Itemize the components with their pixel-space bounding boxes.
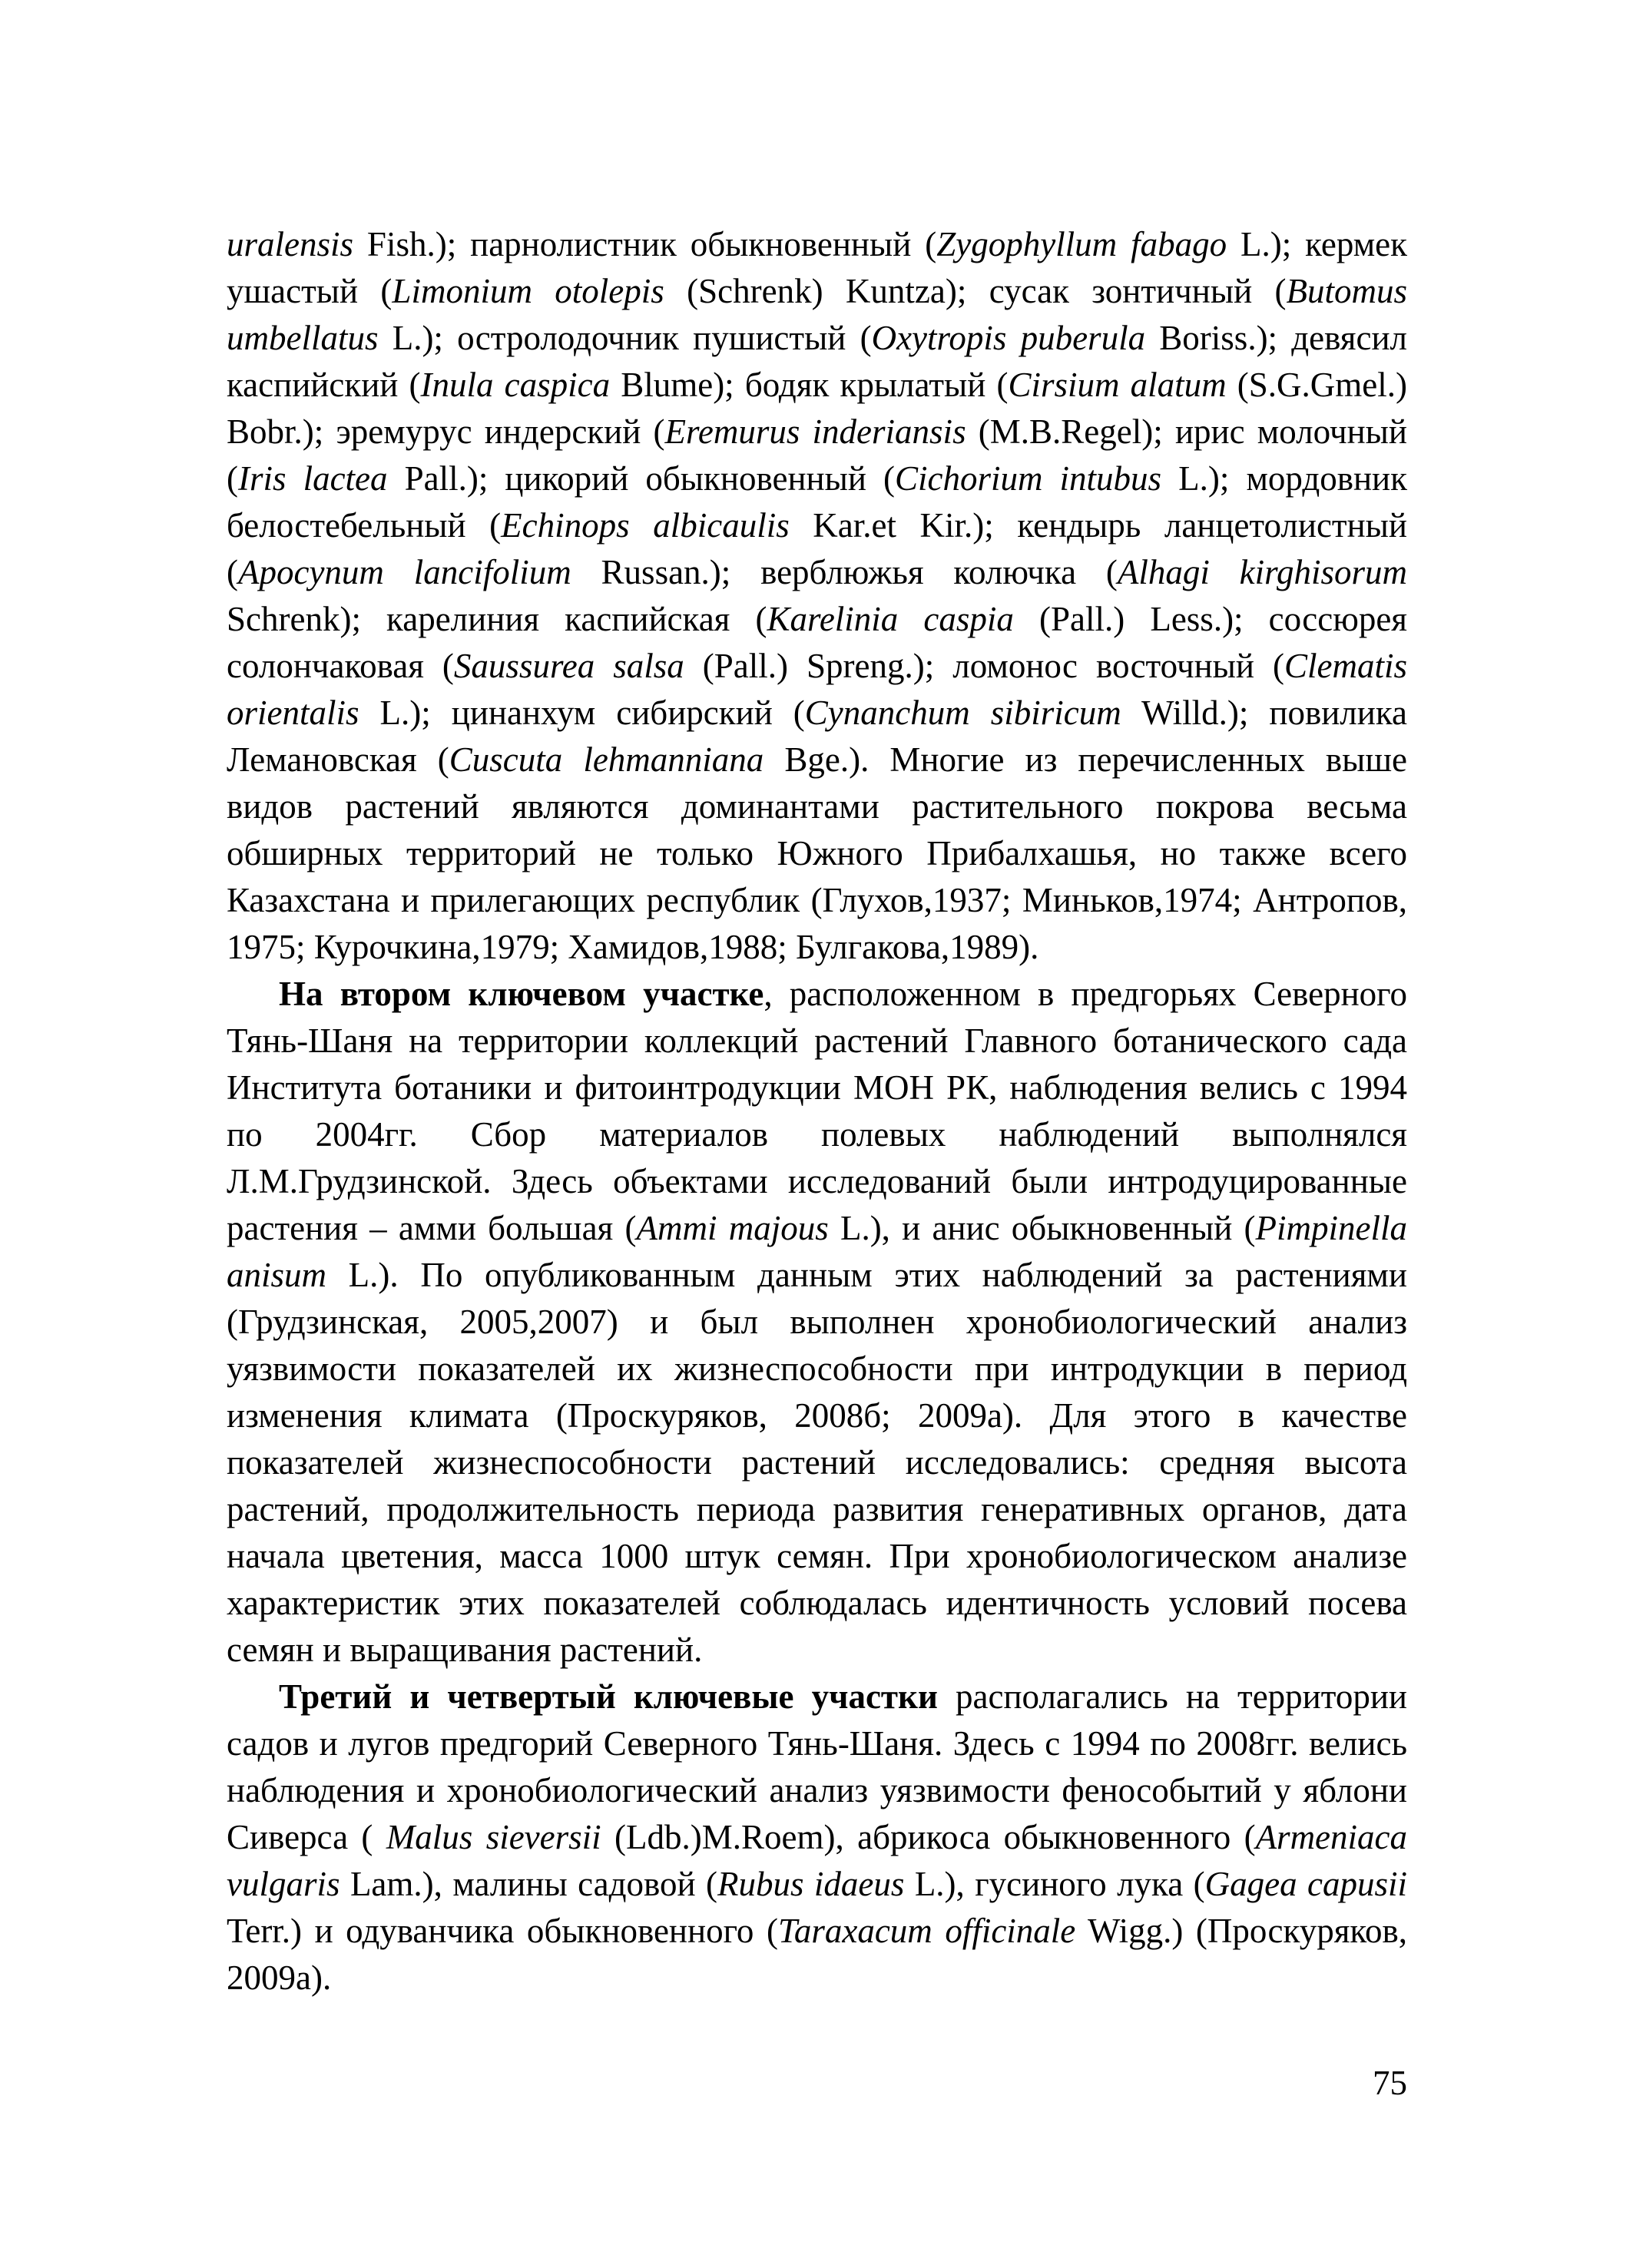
species-name-italic: Cichorium intubus bbox=[894, 459, 1162, 498]
species-name-italic: Gagea capusii bbox=[1204, 1865, 1407, 1903]
text-run: (Pall.) Spreng.); ломонос восточный ( bbox=[684, 647, 1284, 685]
key-site-heading-bold: Третий и четвертый ключевые участки bbox=[279, 1677, 938, 1716]
species-name-italic: Clematis orientalis bbox=[227, 647, 1407, 732]
species-name-italic: Saussurea salsa bbox=[453, 647, 684, 685]
species-name-italic: Armeniaca vulgaris bbox=[227, 1818, 1408, 1903]
species-name-italic: Alhagi kirghisorum bbox=[1117, 553, 1407, 591]
species-name-italic: Taraxacum officinale bbox=[777, 1912, 1076, 1950]
species-name-italic: Eremurus inderiansis bbox=[664, 412, 966, 451]
species-name-italic: Cuscuta lehmanniana bbox=[449, 740, 764, 779]
species-name-italic: Iris lactea bbox=[238, 459, 388, 498]
text-run: L.); кермек ушастый ( bbox=[227, 225, 1408, 310]
text-run: (Ldb.)M.Roem), абрикоса обыкновенного ( bbox=[601, 1818, 1256, 1856]
paragraph bbox=[227, 1674, 1407, 2001]
species-name-italic: Oxytropis puberula bbox=[871, 319, 1146, 357]
text-run: L.); цинанхум сибирский ( bbox=[359, 694, 805, 732]
text-run: L.), и анис обыкновенный ( bbox=[828, 1209, 1256, 1247]
species-name-italic: Butomus umbellatus bbox=[227, 272, 1407, 357]
species-name-italic: Pimpinella anisum bbox=[227, 1209, 1408, 1294]
text-run: L.), гусиного лука ( bbox=[904, 1865, 1205, 1903]
text-run: Pall.); цикорий обыкновенный ( bbox=[387, 459, 895, 498]
text-run: (M.B.Regel); ирис молочный ( bbox=[227, 412, 1407, 498]
text-run: Kar.et Kir.); кендырь ланцетолистный ( bbox=[227, 506, 1407, 591]
text-run: Terr.) и одуванчика обыкновенного ( bbox=[227, 1912, 778, 1950]
species-name-italic: Limonium otolepis bbox=[392, 272, 664, 310]
text-run: Boriss.); девясил каспийский ( bbox=[227, 319, 1407, 404]
text-run: L.); мордовник белостебельный ( bbox=[227, 459, 1407, 545]
text-run: Wigg.) (Проскуряков, 2009а). bbox=[227, 1912, 1408, 1997]
species-name-italic: Malus sieversii bbox=[386, 1818, 601, 1856]
species-name-italic: Echinops albicaulis bbox=[501, 506, 790, 545]
text-run: Willd.); повилика Лемановская ( bbox=[227, 694, 1407, 779]
text-run: Schrenk); карелиния каспийская ( bbox=[227, 600, 767, 638]
text-run: Bge.). Многие из перечисленных выше видов растений являются доминантами растительного покрова весьма обширных территорий не только Южного Прибалхашья, но также всего Казахстана и прилегающих республик (Глухов,1937; Миньков,1974; Антропов, 1975; Курочкина,1979; Хамидов,1988; Булгакова,1989). bbox=[227, 740, 1407, 966]
text-run: Russan.); верблюжья колючка ( bbox=[571, 553, 1118, 591]
key-site-heading-bold: На втором ключевом участке bbox=[279, 975, 764, 1013]
page-number: 75 bbox=[1373, 2064, 1407, 2102]
text-run: (Pall.) Less.); соссюрея солончаковая ( bbox=[227, 600, 1407, 685]
text-run: Fish.); парнолистник обыкновенный ( bbox=[353, 225, 937, 263]
text-run: располагались на территории садов и лугов предгорий Северного Тянь-Шаня. Здесь с 1994 по 2008гг. велись наблюдения и хронобиологический анализ уязвимости фенособытий у яблони Сиверса ( bbox=[227, 1677, 1407, 1856]
text-run: Blume); бодяк крылатый ( bbox=[610, 366, 1009, 404]
species-name-italic: Rubus idaeus bbox=[717, 1865, 905, 1903]
text-run: L.); остролодочник пушистый ( bbox=[378, 319, 872, 357]
species-name-italic: Cynanchum sibiricum bbox=[804, 694, 1121, 732]
paragraph bbox=[227, 971, 1407, 1674]
species-name-italic: Ammi majous bbox=[636, 1209, 829, 1247]
species-name-italic: Cirsium alatum bbox=[1008, 366, 1227, 404]
species-name-italic: Karelinia caspia bbox=[767, 600, 1014, 638]
text-block bbox=[227, 221, 1407, 2001]
text-run: , расположенном в предгорьях Северного Тянь-Шаня на территории коллекций растений Главного ботанического сада Института ботаники и фитоинтродукции МОН РК, наблюдения велись с 1994 по 2004гг. Сбор материалов полевых наблюдений выполнялся Л.М.Грудзинской. Здесь объектами исследований были интродуцированные растения – амми большая ( bbox=[227, 975, 1407, 1247]
text-run: (S.G.Gmel.) Bobr.); эремурус индерский ( bbox=[227, 366, 1408, 451]
species-name-italic: Inula caspica bbox=[420, 366, 611, 404]
text-run: L.). По опубликованным данным этих наблюдений за растениями (Грудзинская, 2005,2007) и был выполнен хронобиологический анализ уязвимости показателей их жизнеспособности при интродукции в период изменения климата (Проскуряков, 2008б; 2009а). Для этого в качестве показателей жизнеспособности растений исследовались: средняя высота растений, продолжительность периода развития генеративных органов, дата начала цветения, масса 1000 штук семян. При хронобиологическом анализе характеристик этих показателей соблюдалась идентичность условий посева семян и выращивания растений. bbox=[227, 1256, 1407, 1669]
species-name-italic: Apocynum lancifolium bbox=[238, 553, 571, 591]
paragraph bbox=[227, 221, 1407, 971]
species-name-italic: Zygophyllum fabago bbox=[936, 225, 1227, 263]
text-run: Lam.), малины садовой ( bbox=[340, 1865, 717, 1903]
text-run: (Schrenk) Kuntza); сусак зонтичный ( bbox=[664, 272, 1287, 310]
species-name-italic: uralensis bbox=[227, 225, 354, 263]
